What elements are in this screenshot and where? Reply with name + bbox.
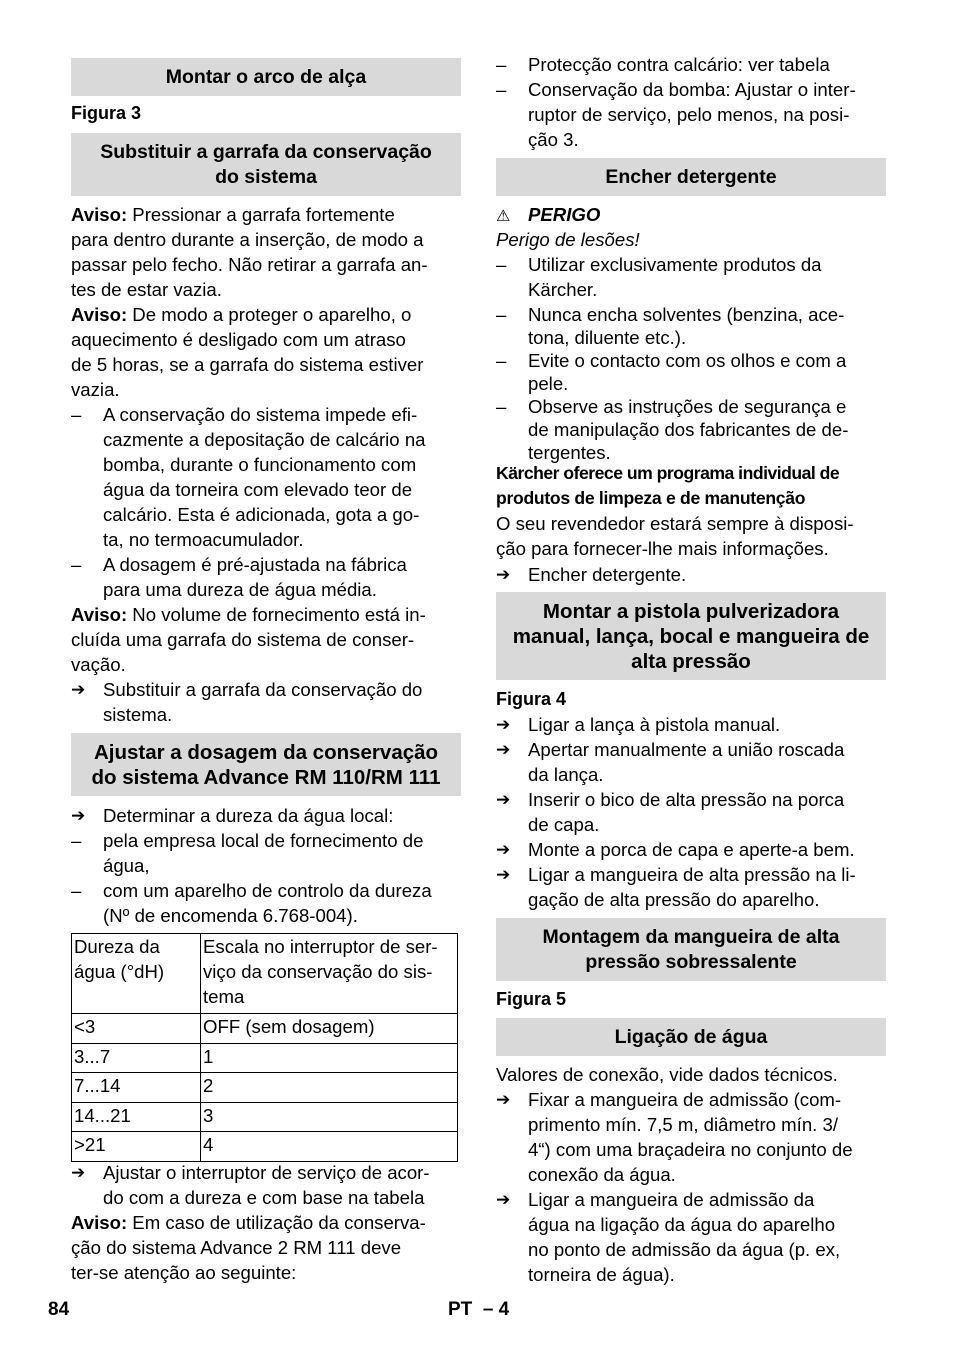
arrow-icon: ➔ — [496, 740, 511, 759]
text: No volume de fornecimento está in- — [127, 604, 426, 625]
text: Pressionar a garrafa fortemente — [127, 204, 395, 225]
paragraph-line: de 5 horas, se a garrafa do sistema estiver — [71, 354, 424, 375]
table-cell: 7...14 — [72, 1073, 201, 1103]
text: no ponto de admissão da água (p. ex, — [528, 1239, 841, 1260]
text: ruptor de serviço, pelo menos, na posi- — [528, 104, 850, 125]
text: Dureza da — [74, 936, 160, 957]
text: bomba, durante o funcionamento com — [103, 454, 417, 475]
text: De modo a proteger o aparelho, o — [127, 304, 412, 325]
paragraph-line: aquecimento é desligado com um atraso — [71, 329, 406, 350]
text: ção 3. — [528, 129, 579, 150]
paragraph-line: ção do sistema Advance 2 RM 111 deve — [71, 1237, 402, 1258]
danger-label — [496, 202, 886, 229]
text: Inserir o bico de alta pressão na porca — [528, 789, 845, 810]
paragraph-line: ter-se atenção ao seguinte: — [71, 1262, 297, 1283]
paragraph-line: O seu revendedor estará sempre à disposi- — [496, 513, 854, 534]
arrow-icon: ➔ — [496, 840, 511, 859]
paragraph-line: tes de estar vazia. — [71, 279, 222, 300]
paragraph-line: para dentro durante a inserção, de modo a — [71, 229, 424, 250]
text: Fixar a mangueira de admissão (com- — [528, 1089, 842, 1110]
arrow-icon: ➔ — [71, 1163, 86, 1182]
heading-line: pressão sobressalente — [585, 950, 797, 973]
paragraph-line — [71, 1210, 461, 1235]
paragraph-line — [71, 302, 461, 327]
text: água (°dH) — [74, 961, 165, 982]
text: com um aparelho de controlo da dureza — [103, 880, 432, 901]
text: Determinar a dureza da água local: — [103, 805, 394, 826]
text: sistema. — [103, 704, 173, 725]
arrow-icon: ➔ — [496, 790, 511, 809]
table-cell: 2 — [201, 1073, 458, 1103]
text: Ligar a mangueira de alta pressão na li- — [528, 864, 856, 885]
text: água na ligação da água do aparelho — [528, 1214, 836, 1235]
text: Kärcher. — [528, 279, 598, 300]
paragraph-line — [71, 202, 461, 227]
heading-line: Ajustar a dosagem da conservação — [93, 740, 439, 764]
text: cazmente a depositação de calcário na — [103, 429, 426, 450]
arrow-icon: ➔ — [71, 806, 86, 825]
text: torneira de água). — [528, 1264, 675, 1285]
text: A dosagem é pré-ajustada na fábrica — [103, 554, 407, 575]
text: Ligar a mangueira de admissão da — [528, 1189, 815, 1210]
section-heading-mangueira — [496, 918, 886, 981]
paragraph-line — [71, 602, 461, 627]
table-row — [72, 1014, 458, 1044]
table-cell: 14...21 — [72, 1102, 201, 1132]
text: tona, diluente etc.). — [528, 327, 687, 348]
figure-ref-5: Figura 5 — [496, 989, 567, 1009]
aviso-label: Aviso: — [71, 604, 128, 625]
paragraph-line: ção para fornecer-lhe mais informações. — [496, 538, 829, 559]
dash-bullet: – — [71, 554, 82, 575]
text: Observe as instruções de segurança e — [528, 396, 847, 417]
text: gação de alta pressão do aparelho. — [528, 889, 820, 910]
table-cell: OFF (sem dosagem) — [201, 1014, 458, 1044]
section-heading-agua — [496, 1018, 886, 1056]
text: Nunca encha solventes (benzina, ace- — [528, 304, 845, 325]
heading-line: Montar a pistola pulverizadora — [542, 599, 840, 623]
table-row — [72, 1043, 458, 1073]
text: água da torneira com elevado teor de — [103, 479, 413, 500]
heading-line: do sistema — [215, 165, 317, 188]
danger-description: Perigo de lesões! — [496, 229, 640, 250]
figure-ref-4: Figura 4 — [496, 689, 567, 709]
paragraph-line: passar pelo fecho. Não retirar a garrafa an- — [71, 254, 428, 275]
text: pele. — [528, 373, 569, 394]
text: para uma dureza de água média. — [103, 579, 377, 600]
text: tergentes. — [528, 442, 611, 463]
table-header-cell — [72, 934, 201, 1014]
heading-line: manual, lança, bocal e mangueira de — [512, 624, 870, 648]
dash-bullet: – — [496, 396, 507, 417]
text: Apertar manualmente a união roscada — [528, 739, 845, 760]
text: Protecção contra calcário: ver tabela — [528, 54, 830, 75]
heading-line: alta pressão — [631, 649, 751, 673]
paragraph-line: vazia. — [71, 379, 120, 400]
text: calcário. Esta é adicionada, gota a go- — [103, 504, 420, 525]
text: do com a dureza e com base na tabela — [103, 1187, 425, 1208]
table-cell: >21 — [72, 1132, 201, 1162]
text: Ligar a lança à pistola manual. — [528, 714, 781, 735]
table-header-row — [72, 934, 458, 1014]
table-row — [72, 1132, 458, 1162]
text: ta, no termoacumulador. — [103, 529, 304, 550]
section-heading-dosagem — [71, 733, 461, 796]
dash-bullet: – — [496, 254, 507, 275]
table-cell: 3 — [201, 1102, 458, 1132]
dash-bullet: – — [71, 880, 82, 901]
text: (Nº de encomenda 6.768-004). — [103, 905, 358, 926]
text: de manipulação dos fabricantes de de- — [528, 419, 849, 440]
arrow-icon: ➔ — [496, 1190, 511, 1209]
table-cell: 4 — [201, 1132, 458, 1162]
text: Evite o contacto com os olhos e com a — [528, 350, 847, 371]
paragraph-line: cluída uma garrafa do sistema de conser- — [71, 629, 415, 650]
section-heading-garrafa — [71, 133, 461, 196]
text: 4“) com uma braçadeira no conjunto de — [528, 1139, 853, 1160]
dash-bullet: – — [496, 304, 507, 325]
aviso-label: Aviso: — [71, 204, 128, 225]
text: tema — [203, 986, 245, 1007]
text: Utilizar exclusivamente produtos da — [528, 254, 822, 275]
text: Monte a porca de capa e aperte-a bem. — [528, 839, 855, 860]
table-cell: 3...7 — [72, 1043, 201, 1073]
text: água, — [103, 855, 150, 876]
text: Encher detergente. — [528, 564, 687, 585]
dash-bullet: – — [71, 404, 82, 425]
heading-line: Montagem da mangueira de alta — [542, 925, 840, 948]
text: Conservação da bomba: Ajustar o inter- — [528, 79, 856, 100]
arrow-icon: ➔ — [496, 565, 511, 584]
text: da lança. — [528, 764, 604, 785]
section-heading-detergente — [496, 158, 886, 196]
text: A conservação do sistema impede efi- — [103, 404, 418, 425]
heading-text: Montar o arco de alça — [165, 65, 367, 88]
table-cell: <3 — [72, 1014, 201, 1044]
text: primento mín. 7,5 m, diâmetro mín. 3/ — [528, 1114, 839, 1135]
page-section-label: PT – 4 — [448, 1299, 510, 1320]
table-cell: 1 — [201, 1043, 458, 1073]
text: Em caso de utilização da conserva- — [127, 1212, 426, 1233]
section-heading-pistola — [496, 592, 886, 680]
bold-note-line: produtos de limpeza e de manutenção — [496, 488, 806, 508]
bold-note-line: Kärcher oferece um programa individual de — [496, 463, 840, 483]
dash-bullet: – — [71, 830, 82, 851]
dash-bullet: – — [496, 350, 507, 371]
text: de capa. — [528, 814, 600, 835]
text: Ajustar o interruptor de serviço de acor- — [103, 1162, 430, 1183]
table-header-cell — [201, 934, 458, 1014]
text: viço da conservação do sis- — [203, 961, 433, 982]
heading-line: Substituir a garrafa da conservação — [100, 140, 432, 163]
figure-ref-3: Figura 3 — [71, 103, 142, 123]
paragraph-line: Valores de conexão, vide dados técnicos. — [496, 1064, 838, 1085]
section-heading-arco — [71, 58, 461, 96]
table-row — [72, 1102, 458, 1132]
arrow-icon: ➔ — [496, 865, 511, 884]
page-number: 84 — [48, 1299, 70, 1320]
warning-icon: ⚠ — [496, 208, 511, 225]
arrow-icon: ➔ — [496, 1090, 511, 1109]
heading-text: Ligação de água — [614, 1025, 768, 1048]
heading-text: Encher detergente — [605, 165, 777, 188]
paragraph-line: vação. — [71, 654, 126, 675]
arrow-icon: ➔ — [71, 680, 86, 699]
aviso-label: Aviso: — [71, 1212, 128, 1233]
text: Substituir a garrafa da conservação do — [103, 679, 423, 700]
arrow-icon: ➔ — [496, 715, 511, 734]
aviso-label: Aviso: — [71, 304, 128, 325]
dash-bullet: – — [496, 79, 507, 100]
hardness-table — [71, 933, 458, 1162]
text: pela empresa local de fornecimento de — [103, 830, 424, 851]
danger-text: PERIGO — [528, 204, 601, 225]
text: conexão da água. — [528, 1164, 676, 1185]
table-row — [72, 1073, 458, 1103]
dash-bullet: – — [496, 54, 507, 75]
heading-line: do sistema Advance RM 110/RM 111 — [91, 765, 441, 789]
text: Escala no interruptor de ser- — [203, 936, 438, 957]
